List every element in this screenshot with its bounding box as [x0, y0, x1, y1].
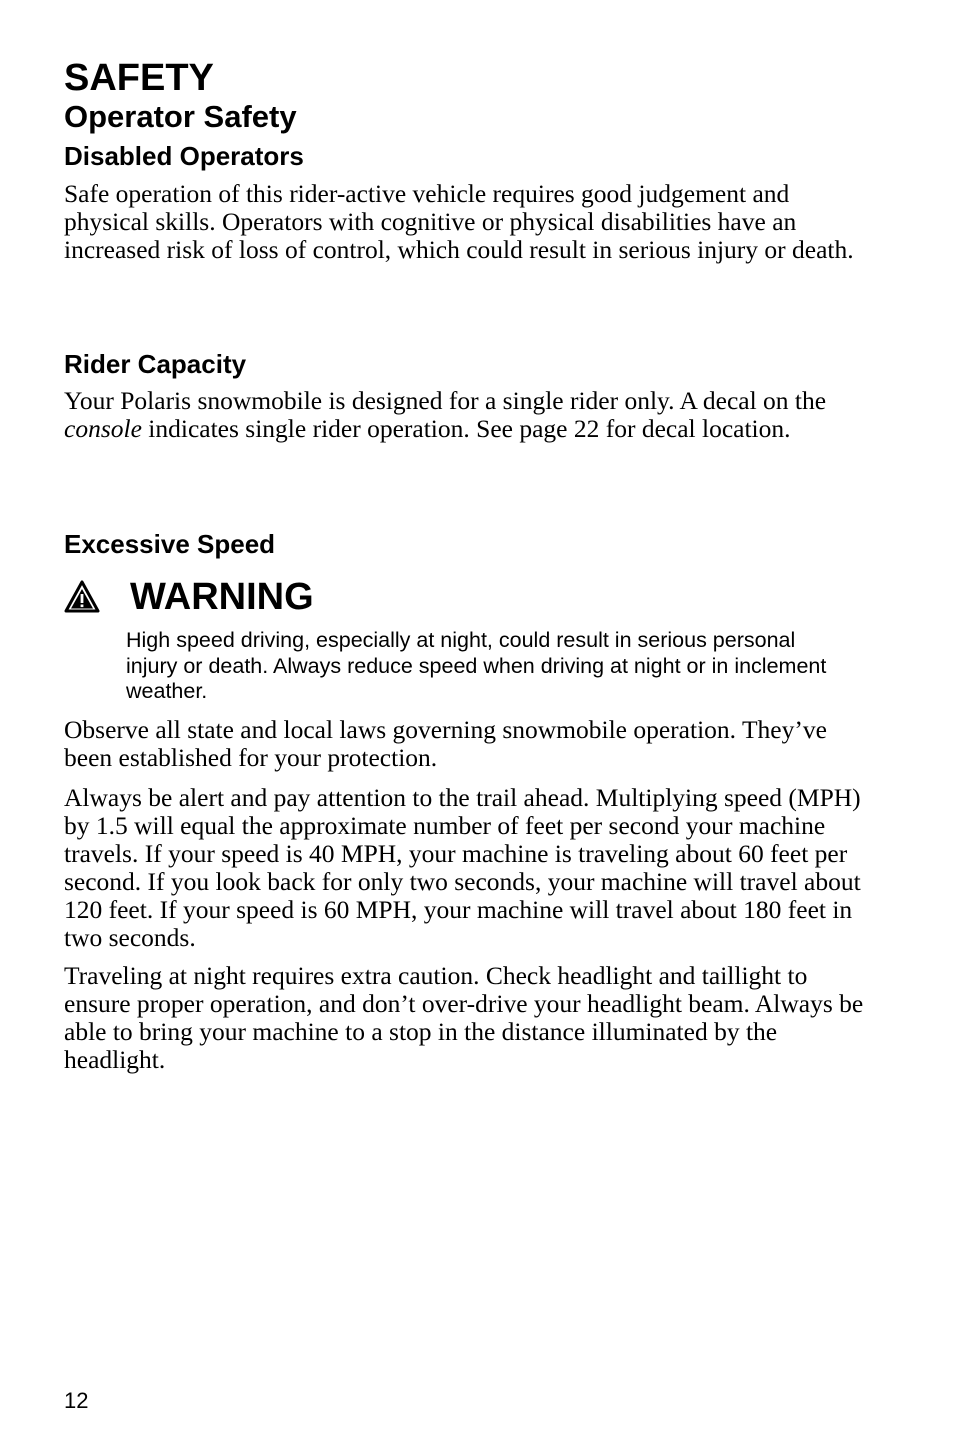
speed-paragraph-2: Always be alert and pay attention to the trail ahead. Multiplying speed (MPH) by 1.5 will equal the approximate number of feet per second your machine travels. If your speed is 40 MPH, your machine is traveling about 60 feet per second. If you look back for only two seconds, your machine will travel about 120 feet. If your speed is 60 MPH, your machine will travel about 180 feet in two seconds.	[64, 783, 861, 952]
warning-text: High speed driving, especially at night, could result in serious personal injury or death. Always reduce speed when driving at night or in inclement weather.	[126, 628, 827, 703]
speed-paragraph-1: Observe all state and local laws governing snowmobile operation. They’ve been established for your protection.	[64, 715, 827, 772]
warning-triangle-icon	[64, 580, 100, 614]
disabled-operators-body: Safe operation of this rider-active vehicle requires good judgement and physical skills. Operators with cognitive or physical disabilities have an increased risk of loss of control, which could result in serious injury or death.	[64, 179, 854, 264]
console-term: console	[64, 414, 142, 443]
disabled-operators-heading: Disabled Operators	[64, 141, 304, 171]
speed-paragraph-3: Traveling at night requires extra caution. Check headlight and taillight to ensure proper operation, and don’t over-drive your headlight beam. Always be able to bring your machine to a stop in the distance illuminated by the headlight.	[64, 961, 864, 1074]
rider-capacity-text-end: indicates single rider operation. See page 22 for decal location.	[141, 414, 791, 443]
warning-title: WARNING	[130, 576, 314, 618]
rider-capacity-text-start: Your Polaris snowmobile is designed for a single rider only. A decal on the	[64, 386, 827, 415]
rider-capacity-body	[64, 387, 864, 443]
excessive-speed-heading: Excessive Speed	[64, 529, 276, 559]
warning-header	[64, 574, 314, 620]
subsection-title: Operator Safety	[64, 99, 297, 134]
section-title: SAFETY	[64, 57, 214, 99]
page-number: 12	[64, 1388, 89, 1413]
rider-capacity-heading: Rider Capacity	[64, 349, 247, 379]
